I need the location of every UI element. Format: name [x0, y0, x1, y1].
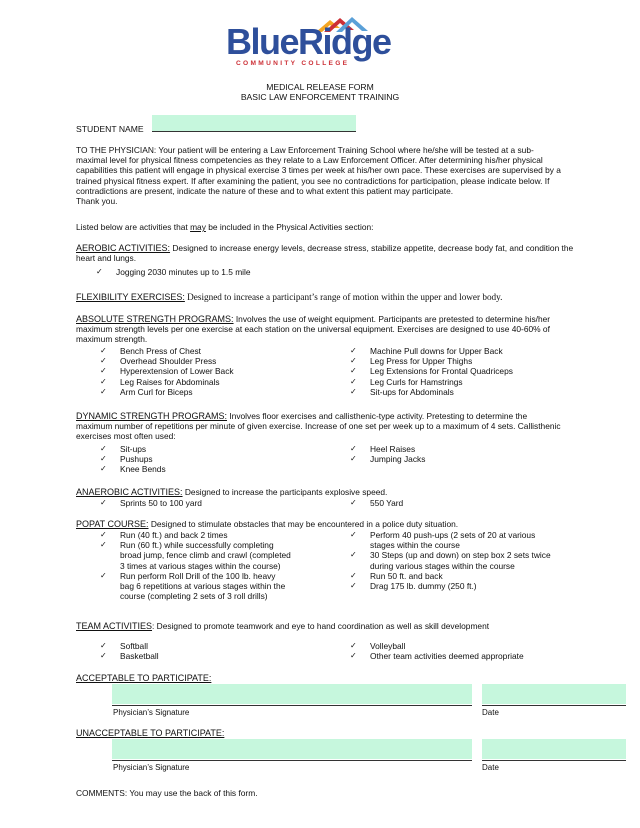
- student-name-label: STUDENT NAME: [76, 124, 144, 134]
- check-item: ✓ Softball: [100, 641, 330, 651]
- item-line: Run perform Roll Drill of the 100 lb. heavy: [120, 570, 276, 581]
- check-item: [100, 571, 330, 602]
- logo-subtitle: COMMUNITY COLLEGE: [236, 60, 350, 67]
- unacceptable-signature-field[interactable]: [112, 739, 472, 759]
- signature-line: [112, 760, 472, 761]
- date-label: Date: [482, 763, 499, 772]
- item-line: course (completing 2 sets of 3 roll drills): [120, 591, 268, 602]
- item-line: broad jump, fence climb and crawl (completed: [120, 550, 291, 561]
- popat-section: [76, 519, 588, 529]
- section-desc: heart and lungs.: [76, 253, 137, 264]
- section-desc: Involves floor exercises and callisthenic-type activity. Pretesting to determine the: [227, 411, 528, 421]
- section-heading: AEROBIC ACTIVITIES:: [76, 243, 171, 253]
- check-item: ✓ 550 Yard: [350, 498, 580, 508]
- check-item: ✓ Jogging 2030 minutes up to 1.5 mile: [96, 267, 640, 277]
- dynamic-left-list: [100, 444, 330, 475]
- check-item: ✓ Arm Curl for Biceps: [100, 387, 330, 397]
- check-item: ✓ Leg Curls for Hamstrings: [350, 377, 580, 387]
- check-item: ✓ Hyperextension of Lower Back: [100, 366, 330, 376]
- check-item: [100, 540, 330, 571]
- check-item: ✓ Leg Press for Upper Thighs: [350, 356, 580, 366]
- item-line: 3 times at various stages within the course): [120, 560, 281, 571]
- dynamic-right-list: [350, 444, 580, 464]
- section-desc: exercises most often used:: [76, 431, 176, 442]
- comments-text: COMMENTS: You may use the back of this form.: [76, 788, 258, 798]
- check-item: ✓ Sit-ups: [100, 444, 330, 454]
- college-logo: [226, 16, 416, 72]
- check-item: ✓ Knee Bends: [100, 464, 330, 474]
- item-line: Run (60 ft.) while successfully completing: [120, 540, 274, 551]
- check-item: [350, 571, 600, 581]
- aerobic-section: [76, 243, 588, 263]
- acceptable-signature-field[interactable]: [112, 684, 472, 704]
- check-item: ✓ Basketball: [100, 651, 330, 661]
- team-right-list: [350, 641, 580, 661]
- flexibility-section: [76, 292, 588, 302]
- check-item: ✓ Overhead Shoulder Press: [100, 356, 330, 366]
- signature-label: Physician’s Signature: [113, 708, 190, 717]
- check-item: ✓ Bench Press of Chest: [100, 346, 330, 356]
- listed-text: be included in the Physical Activities section:: [205, 222, 374, 232]
- dynamic-section: [76, 411, 588, 442]
- student-name-field[interactable]: [152, 115, 356, 132]
- item-line: 30 Steps (up and down) on step box 2 sets twice: [370, 550, 551, 561]
- team-left-list: [100, 641, 330, 661]
- acceptable-date-field[interactable]: [482, 684, 626, 704]
- check-item: ✓ Sprints 50 to 100 yard: [100, 498, 330, 508]
- section-desc: maximum strength.: [76, 334, 148, 345]
- check-item: ✓ Machine Pull downs for Upper Back: [350, 346, 580, 356]
- intro-line: trained physical fitness expert. If after examining the patient, you see no contradictions for participation, please indicate below. If: [76, 175, 550, 186]
- activities-intro: [76, 222, 588, 232]
- anaerobic-right-list: [350, 498, 580, 508]
- section-desc: Designed to stimulate obstacles that may be encountered in a police duty situation.: [148, 519, 459, 529]
- form-subtitle: BASIC LAW ENFORCEMENT TRAINING: [240, 92, 400, 102]
- listed-text: Listed below are activities that: [76, 222, 191, 232]
- listed-may: may: [190, 222, 206, 232]
- item-line: stages within the course: [370, 540, 460, 551]
- signature-label: Physician’s Signature: [113, 763, 190, 772]
- check-item: [350, 550, 600, 570]
- section-heading: TEAM ACTIVITIES: [76, 621, 153, 631]
- absolute-right-list: [350, 346, 580, 397]
- section-desc: Designed to increase the participants explosive speed.: [182, 487, 388, 497]
- section-desc: Designed to increase energy levels, decrease stress, stabilize appetite, decrease body fat, and condition the: [170, 243, 574, 253]
- section-heading: ANAEROBIC ACTIVITIES:: [76, 487, 183, 497]
- item-line: Drag 175 lb. dummy (250 ft.): [370, 581, 477, 592]
- check-item: ✓ Sit-ups for Abdominals: [350, 387, 580, 397]
- intro-line: TO THE PHYSICIAN: Your patient will be entering a Law Enforcement Training School where he/she will be tested at a sub-: [76, 145, 534, 155]
- check-item: [100, 530, 330, 540]
- check-item: ✓ Heel Raises: [350, 444, 580, 454]
- date-line: [482, 705, 626, 706]
- section-heading: ABSOLUTE STRENGTH PROGRAMS:: [76, 314, 234, 324]
- section-desc: : Designed to promote teamwork and eye to hand coordination as well as skill development: [152, 621, 490, 631]
- absolute-section: [76, 314, 588, 345]
- section-desc: maximum strength levels per one exercise at each station on the universal equipment. Exercises are designed to use 40-60% of: [76, 324, 550, 335]
- check-item: ✓ Volleyball: [350, 641, 580, 651]
- item-line: Perform 40 push-ups (2 sets of 20 at various: [370, 530, 536, 540]
- check-item: ✓ Other team activities deemed appropriate: [350, 651, 580, 661]
- form-title: MEDICAL RELEASE FORM: [266, 82, 374, 92]
- check-item: ✓ Pushups: [100, 454, 330, 464]
- item-line: bag 6 repetitions at various stages within the: [120, 581, 286, 592]
- check-item: ✓ Leg Raises for Abdominals: [100, 377, 330, 387]
- section-desc: Involves the use of weight equipment. Participants are pretested to determine his/her: [233, 314, 551, 324]
- acceptable-heading: ACCEPTABLE TO PARTICIPATE:: [76, 673, 212, 683]
- intro-line: capabilities this patient will engage in physical exercise 3 times per week at his/her own pace. These exercises are supervised by a: [76, 165, 561, 176]
- item-line: Run 50 ft. and back: [370, 570, 443, 581]
- popat-right-list: [350, 530, 600, 591]
- check-item: [350, 530, 600, 550]
- item-line: Run (40 ft.) and back 2 times: [120, 530, 228, 540]
- section-desc: Designed to increase a participant’s range of motion within the upper and lower body.: [184, 292, 503, 302]
- intro-line: contradictions are present, indicate the nature of these and to what extent this patient may participate.: [76, 185, 454, 196]
- absolute-left-list: [100, 346, 330, 397]
- team-section: [76, 621, 588, 631]
- section-desc: maximum number of repetitions per minute of given exercise. Increase of one set per week up to a maximum of 4 sets. Callisthenic: [76, 421, 561, 432]
- popat-left-list: [100, 530, 330, 601]
- unacceptable-heading: UNACCEPTABLE TO PARTICIPATE:: [76, 728, 225, 738]
- item-line: during various stages within the course: [370, 560, 515, 571]
- signature-line: [112, 705, 472, 706]
- date-line: [482, 760, 626, 761]
- intro-line: Thank you.: [76, 196, 118, 207]
- check-item: ✓ Jumping Jacks: [350, 454, 580, 464]
- check-item: ✓ Leg Extensions for Frontal Quadriceps: [350, 366, 580, 376]
- anaerobic-left-list: [100, 498, 330, 508]
- logo-wordmark: BlueRidge: [226, 21, 391, 62]
- intro-line: maximal level for physical fitness competencies as they relate to a Law Enforcement Officer. After determining his/her physical: [76, 155, 543, 166]
- anaerobic-section: [76, 487, 588, 497]
- unacceptable-date-field[interactable]: [482, 739, 626, 759]
- physician-intro: [76, 145, 588, 206]
- section-heading: POPAT COURSE:: [76, 519, 149, 529]
- date-label: Date: [482, 708, 499, 717]
- section-heading: FLEXIBILITY EXERCISES:: [76, 292, 185, 302]
- check-item: [350, 581, 600, 591]
- section-heading: DYNAMIC STRENGTH PROGRAMS:: [76, 411, 228, 421]
